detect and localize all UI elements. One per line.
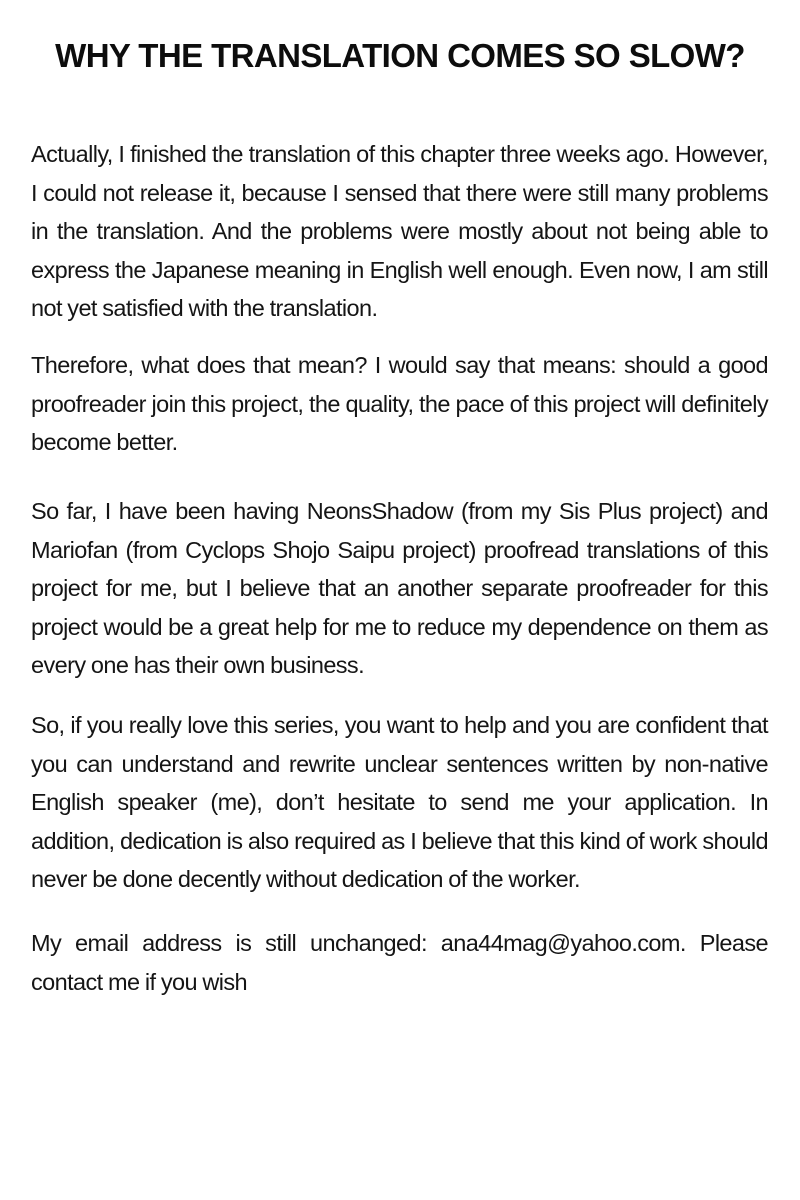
paragraph-application-request: So, if you really love this series, you want to help and you are confident that you can understand and rewrite unclear sentences written by non-native English speaker (me), don’t hesitate to send me your application. In addition, dedication is also required as I believe that this kind of work should never be done decently without dedication of the worker. xyxy=(31,712,768,892)
paragraph-contact-email: My email address is still unchanged: ana44mag@yahoo.com. Please contact me if you wish xyxy=(31,930,768,995)
paragraph-proofreader-need: Therefore, what does that mean? I would say that means: should a good proofreader join this project, the quality, the pace of this project will definitely become better. xyxy=(31,352,768,455)
page-title: WHY THE TRANSLATION COMES SO SLOW? xyxy=(55,37,745,74)
paragraph-current-proofreaders: So far, I have been having NeonsShadow (from my Sis Plus project) and Mariofan (from Cyclops Shojo Saipu project) proofread translations of this project for me, but I believe that an another separate proofreader for this project would be a great help for me to reduce my dependence on them as every one has their own business. xyxy=(31,498,768,678)
paragraph-delay-explanation: Actually, I finished the translation of this chapter three weeks ago. However, I could not release it, because I sensed that there were still many problems in the translation. And the problems were mostly about not being able to express the Japanese meaning in English well enough. Even now, I am still not yet satisfied with the translation. xyxy=(31,141,768,321)
